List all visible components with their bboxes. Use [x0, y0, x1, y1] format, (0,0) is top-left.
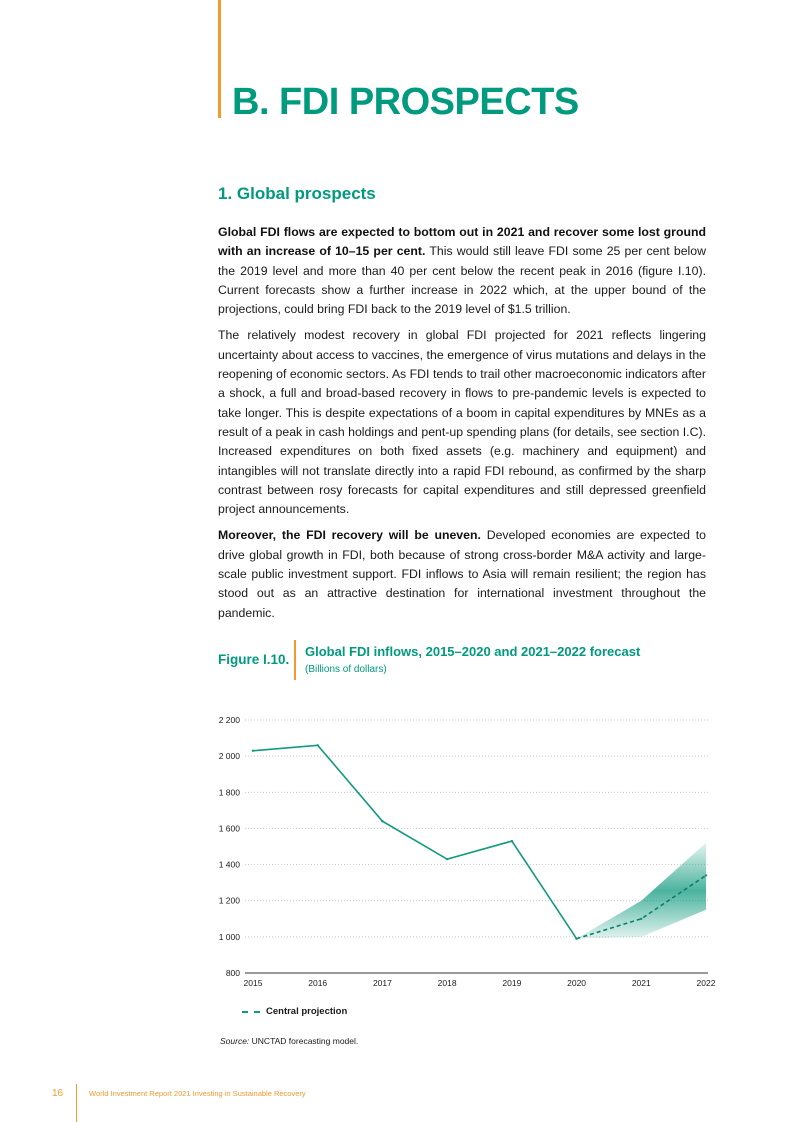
figure-unit: (Billions of dollars) — [305, 664, 387, 675]
fdi-line-chart — [200, 708, 720, 998]
x-tick-label: 2018 — [437, 978, 457, 988]
data-point — [511, 840, 513, 842]
chart-legend — [242, 1006, 347, 1017]
data-point — [575, 937, 577, 939]
legend-label: Central projection — [266, 1006, 348, 1017]
y-tick-label: 1 400 — [218, 859, 240, 870]
body-text — [218, 223, 706, 630]
legend-dashed-line-icon — [242, 1011, 260, 1013]
x-tick-label: 2021 — [631, 978, 651, 988]
paragraph-body: The relatively modest recovery in global FDI projected for 2021 reflects lingering uncertainty about access to vaccines, the emergence of virus mutations and delays in the reopening of economic sectors. As FDI tends to trail other macroeconomic indicators after a shock, a full and broad-based recovery in flows to pre-pandemic levels is expected to take longer. This is despite expectations of a boom in capital expenditures by MNEs as a result of a peak in cash holdings and pent-up spending plans (for details, see section I.C). Increased expenditures on both fixed assets (e.g. machinery and equipment) and intangibles will not translate directly into a rapid FDI rebound, as confirmed by the sharp contrast between rosy forecasts for capital expenditures and still depressed greenfield project announcements. — [218, 328, 706, 517]
paragraph — [218, 326, 706, 519]
y-tick-label: 2 200 — [218, 715, 240, 725]
figure-source — [220, 1036, 358, 1046]
section-title: B. FDI PROSPECTS — [232, 81, 579, 123]
paragraph-body: Developed economies are expected to drive global growth in FDI, both because of strong cross-border M&A activity and large-scale public investment support. FDI inflows to Asia will remain resilient; the region has stood out as an attractive destination for international investment throughout the pandemic. — [218, 528, 706, 620]
subsection-title: 1. Global prospects — [218, 184, 376, 203]
source-label: Source: — [220, 1036, 250, 1046]
x-tick-label: 2016 — [308, 978, 328, 988]
fdi-inflows-line — [253, 745, 577, 938]
y-tick-label: 800 — [225, 968, 240, 978]
data-point — [640, 918, 642, 920]
x-tick-label: 2019 — [502, 978, 522, 988]
figure-title: Global FDI inflows, 2015–2020 and 2021–2022 forecast — [305, 644, 641, 659]
y-tick-label: 1 000 — [218, 931, 240, 942]
x-tick-label: 2020 — [567, 978, 587, 988]
footer-divider — [76, 1084, 77, 1122]
figure-divider — [294, 640, 296, 680]
data-point — [252, 750, 254, 752]
y-tick-label: 1 600 — [218, 823, 240, 834]
y-tick-label: 2 000 — [218, 751, 240, 762]
data-point — [446, 858, 448, 860]
data-point — [317, 744, 319, 746]
data-point — [381, 820, 383, 822]
x-tick-label: 2022 — [696, 978, 716, 988]
y-tick-label: 1 800 — [218, 787, 240, 798]
x-tick-label: 2017 — [372, 978, 392, 988]
paragraph-body: This would still leave FDI some 25 per cent below the 2019 level and more than 40 per cent below the recent peak in 2016 (figure I.10). Current forecasts show a further increase in 2022 which, at the upper bound of the projections, could bring FDI back to the 2019 level of $1.5 trillion. — [218, 244, 707, 317]
top-accent-rule — [218, 0, 221, 118]
paragraph-lead: Global FDI flows are expected to bottom out in 2021 and recover some lost ground with an increase of 10–15 per cent. — [218, 225, 706, 259]
footer-report-title: World Investment Report 2021 Investing in Sustainable Recovery — [89, 1089, 306, 1098]
data-point — [705, 874, 707, 876]
paragraph — [218, 223, 706, 319]
y-tick-label: 1 200 — [218, 895, 240, 906]
source-text: UNCTAD forecasting model. — [249, 1036, 359, 1046]
paragraph — [218, 526, 706, 622]
figure-label: Figure I.10. — [218, 652, 290, 667]
paragraph-lead: Moreover, the FDI recovery will be uneven. — [218, 528, 481, 543]
x-tick-label: 2015 — [243, 978, 263, 988]
page-number: 16 — [52, 1088, 64, 1099]
forecast-band — [577, 843, 706, 939]
